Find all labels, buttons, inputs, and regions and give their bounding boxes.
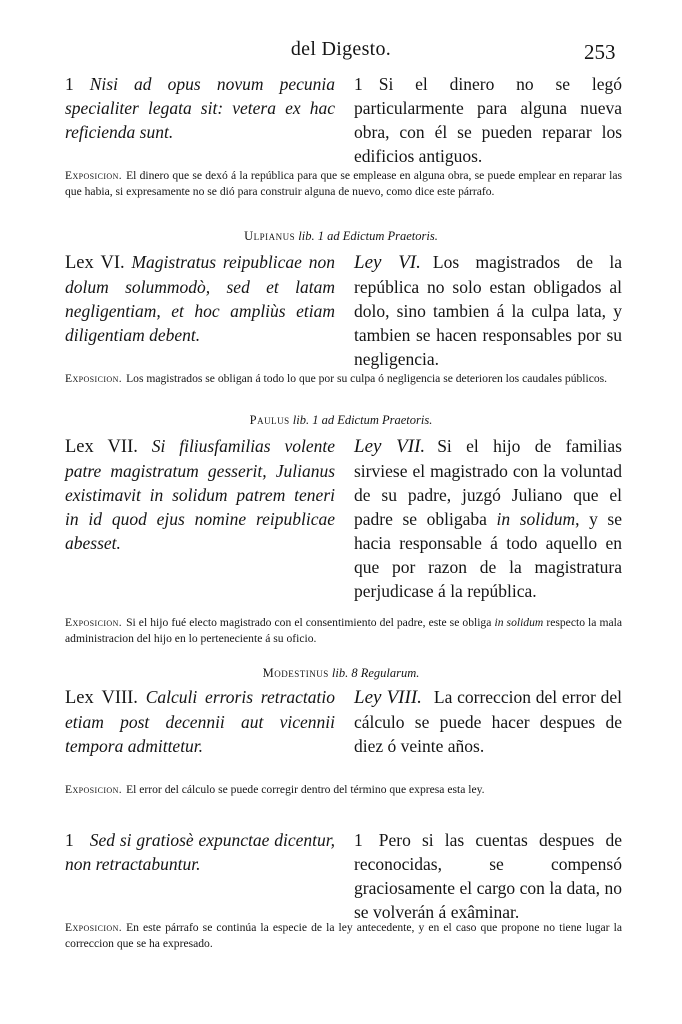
exposition-italic-term: in solidum: [494, 616, 544, 629]
law-label: Lex VII.: [65, 437, 138, 457]
spanish-text: Si el dinero no se legó particularmente para alguna nueva obra, con él se pueden reparar los edificios antiguos.: [354, 74, 622, 166]
spanish-text: , y se hacia responsable á todo aquello en que por razon de la magistratura perjudicase á la república.: [354, 509, 623, 601]
exposition-text: Los magistrados se obligan á todo lo que por su culpa ó negligencia se deterioren los caudales públicos.: [126, 372, 608, 385]
latin-paragraph-1: [65, 72, 335, 144]
exposition-label: Exposicion.: [65, 921, 123, 934]
paragraph-number: 1: [354, 830, 363, 850]
exposition-label: Exposicion.: [65, 616, 123, 629]
source-work: lib. 1 ad Edictum Praetoris.: [298, 229, 438, 243]
source-citation-2: [0, 229, 682, 244]
spanish-italic-term: in solidum: [496, 509, 576, 529]
paragraph-number: 1: [65, 74, 74, 94]
spanish-law-6: [354, 250, 622, 371]
source-work: lib. 1 ad Edictum Praetoris.: [292, 413, 433, 427]
latin-law-7: [65, 434, 335, 555]
latin-text: Magistratus reipublicae non dolum solummodò, sed et latam negligentiam, et hoc ampliùs etiam diligentiam debent.: [65, 252, 335, 345]
spanish-text: Los magistrados de la república no solo estan obligados al dolo, sino tambien á la culpa lata, y tambien se hacen responsables por su negligencia.: [354, 252, 622, 369]
latin-law-8: [65, 685, 335, 758]
exposition-label: Exposicion.: [65, 169, 123, 182]
law-label: Lex VI.: [65, 253, 125, 273]
exposition-text: El error del cálculo se puede corregir dentro del término que expresa esta ley.: [126, 783, 485, 796]
exposition-3: [65, 615, 622, 646]
exposition-2: [65, 371, 622, 387]
spanish-text: Pero si las cuentas despues de reconocidas, se compensó graciosamente el cargo con la data, no se volverán á exâminar.: [354, 830, 622, 922]
source-citation-4: [0, 666, 682, 681]
exposition-text: respecto la mala administracion del hijo en lo perteneciente á su oficio.: [65, 616, 623, 645]
latin-text: Nisi ad opus novum pecunia specialiter legata sit: vetera ex hac reficienda sunt.: [65, 74, 335, 142]
spanish-law-8: [354, 685, 622, 758]
exposition-text: Si el hijo fué electo magistrado con el consentimiento del padre, este se obliga: [126, 616, 492, 629]
source-citation-3: [0, 413, 682, 428]
source-author: Ulpianus: [244, 229, 296, 243]
spanish-paragraph-5: [354, 828, 622, 924]
page-number: 253: [584, 40, 616, 64]
exposition-5: [65, 920, 622, 951]
law-label: Ley VI.: [354, 252, 421, 273]
latin-law-6: [65, 250, 335, 347]
law-label: Lex VIII.: [65, 688, 138, 708]
exposition-label: Exposicion.: [65, 372, 123, 385]
latin-text: Si filiusfamilias volente patre magistratum gesserit, Julianus existimavit in solidum patrem teneri in id quod ejus nomine reipublicae abesset.: [65, 436, 336, 553]
exposition-1: [65, 168, 622, 199]
law-label: Ley VII.: [354, 436, 426, 457]
exposition-4: [65, 782, 622, 798]
latin-paragraph-5: [65, 828, 335, 876]
source-author: Paulus: [249, 413, 290, 427]
paragraph-number: 1: [354, 74, 363, 94]
spanish-text: La correccion del error del cálculo se puede hacer despues de diez ó veinte años.: [354, 687, 622, 756]
latin-text: Calculi erroris retractatio etiam post decennii aut vicennii tempora admittetur.: [65, 687, 336, 756]
running-header: del Digesto.: [290, 38, 392, 60]
exposition-label: Exposicion.: [65, 783, 123, 796]
spanish-paragraph-1: [354, 72, 622, 168]
law-label: Ley VIII.: [354, 687, 422, 708]
paragraph-number: 1: [65, 830, 74, 850]
spanish-text: Si el hijo de familias sirviese el magistrado con la voluntad de su padre, juzgó Juliano que el padre se obligaba: [354, 436, 622, 529]
source-author: Modestinus: [262, 666, 329, 680]
exposition-text: El dinero que se dexó á la república para que se emplease en alguna obra, se puede emplear en reparar las que habia, si expresamente no se dió para construir alguna de nuevo, como dice este párrafo.: [65, 169, 622, 198]
source-work: lib. 8 Regularum.: [331, 666, 420, 680]
exposition-text: En este párrafo se continúa la especie de la ley antecedente, y en el caso que propone no tiene lugar la correccion que se ha expresado.: [65, 921, 622, 950]
spanish-law-7: [354, 434, 622, 603]
latin-text: Sed si gratiosè expunctae dicentur, non retractabuntur.: [65, 830, 335, 874]
